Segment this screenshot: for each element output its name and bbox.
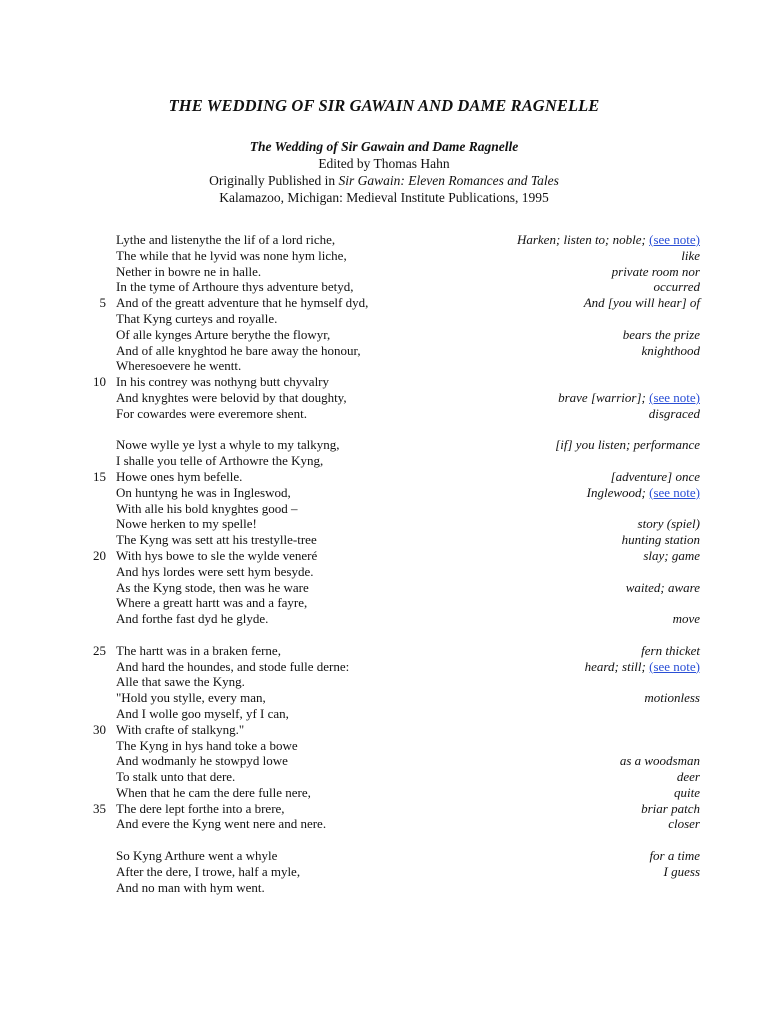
gloss-text: [adventure] once: [610, 468, 700, 484]
verse-line: [0, 722, 768, 738]
verse-line: [0, 848, 768, 864]
verse-line: [0, 532, 768, 548]
gloss: [649, 406, 700, 422]
verse-line: [0, 390, 768, 406]
gloss-text: for a time: [649, 848, 700, 864]
gloss-text: deer: [676, 769, 700, 785]
gloss: [555, 437, 700, 453]
verse-text: And I wolle goo myself, yf I can,: [116, 705, 289, 721]
stanza-break: [0, 832, 768, 848]
verse-line: [0, 611, 768, 627]
gloss: [641, 643, 700, 659]
gloss-text: bears the prize: [622, 326, 700, 342]
verse-text: Nowe herken to my spelle!: [116, 516, 257, 532]
verse-text: On huntyng he was in Ingleswod,: [116, 484, 291, 500]
verse-text: And of the greatt adventure that he hymself dyd,: [116, 295, 369, 311]
poem-text: [0, 232, 768, 895]
verse-text: In his contrey was nothyng butt chyvalry: [116, 374, 330, 390]
gloss-text: hunting station: [621, 532, 700, 548]
verse-line: [0, 469, 768, 485]
gloss-text: heard; still;: [584, 658, 646, 674]
gloss: [673, 611, 700, 627]
gloss: [584, 295, 700, 311]
see-note-link[interactable]: (see note): [649, 484, 700, 500]
gloss-text: motionless: [644, 690, 700, 706]
line-number: 20: [93, 547, 106, 563]
see-note-link[interactable]: (see note): [649, 658, 700, 674]
publisher-line: Kalamazoo, Michigan: Medieval Institute Publications, 1995: [219, 190, 549, 205]
verse-line: [0, 643, 768, 659]
verse-line: [0, 248, 768, 264]
verse-text: With crafte of stalkyng.": [116, 721, 245, 737]
verse-text: Howe ones hym befelle.: [116, 468, 243, 484]
gloss-text: And [you will hear] of: [583, 295, 700, 311]
gloss: [668, 816, 700, 832]
verse-line: [0, 753, 768, 769]
verse-line: [0, 327, 768, 343]
verse-text: Nether in bowre ne in halle.: [116, 263, 262, 279]
verse-text: With alle his bold knyghtes good –: [116, 500, 298, 516]
see-note-link[interactable]: (see note): [649, 232, 700, 247]
gloss: [626, 580, 700, 596]
publication-prefix: Originally Published in: [209, 173, 339, 188]
line-number: 10: [93, 374, 106, 390]
verse-text: And hys lordes were sett hym besyde.: [116, 563, 314, 579]
verse-line: [0, 295, 768, 311]
gloss-text: quite: [674, 784, 700, 800]
gloss-text: Inglewood;: [586, 484, 646, 500]
gloss-text: waited; aware: [625, 579, 700, 595]
publication-source: Sir Gawain: Eleven Romances and Tales: [338, 173, 559, 188]
stanza-break: [0, 627, 768, 643]
gloss-text: I guess: [663, 863, 700, 879]
verse-text: In the tyme of Arthoure thys adventure betyd,: [116, 279, 354, 295]
verse-line: [0, 785, 768, 801]
gloss-text: knighthood: [641, 342, 700, 358]
work-title: The Wedding of Sir Gawain and Dame Ragnelle: [249, 139, 519, 154]
verse-text: After the dere, I trowe, half a myle,: [116, 863, 301, 879]
verse-text: To stalk unto that dere.: [116, 769, 236, 785]
gloss: [611, 469, 700, 485]
gloss: [558, 390, 700, 406]
verse-text: When that he cam the dere fulle nere,: [116, 784, 311, 800]
verse-text: And forthe fast dyd he glyde.: [116, 611, 269, 627]
verse-text: The Kyng was sett att his trestylle-tree: [116, 532, 317, 548]
verse-text: The hartt was in a braken ferne,: [116, 642, 281, 658]
gloss: [620, 753, 700, 769]
gloss: [681, 248, 700, 264]
verse-line: [0, 516, 768, 532]
gloss: [674, 785, 700, 801]
stanza-break: [0, 422, 768, 438]
verse-text: Lythe and listenythe the lif of a lord riche,: [116, 232, 336, 247]
gloss-text: fern thicket: [641, 642, 700, 658]
verse-text: As the Kyng stode, then was he ware: [116, 579, 309, 595]
gloss-text: occurred: [653, 279, 700, 295]
gloss-text: private room nor: [611, 263, 700, 279]
verse-line: [0, 358, 768, 374]
verse-text: The while that he lyvid was none hym liche,: [116, 247, 347, 263]
verse-line: [0, 548, 768, 564]
verse-line: [0, 659, 768, 675]
gloss: [643, 548, 700, 564]
gloss: [644, 690, 700, 706]
edition-header: [0, 138, 768, 206]
verse-line: [0, 406, 768, 422]
verse-line: [0, 769, 768, 785]
verse-line: [0, 690, 768, 706]
verse-text: Wheresoevere he wentt.: [116, 358, 242, 374]
verse-text: The Kyng in hys hand toke a bowe: [116, 737, 298, 753]
gloss: [649, 848, 700, 864]
gloss-text: as a woodsman: [619, 753, 700, 769]
verse-text: And knyghtes were belovid by that doughty,: [116, 389, 347, 405]
verse-line: [0, 501, 768, 517]
verse-line: [0, 343, 768, 359]
verse-text: And wodmanly he stowpyd lowe: [116, 753, 288, 769]
gloss: [677, 769, 700, 785]
gloss-text: disgraced: [648, 405, 700, 421]
verse-line: [0, 485, 768, 501]
gloss: [623, 327, 700, 343]
line-number: 35: [93, 800, 106, 816]
verse-line: [0, 453, 768, 469]
verse-text: For cowardes were everemore shent.: [116, 405, 307, 421]
verse-line: [0, 264, 768, 280]
verse-text: "Hold you stylle, every man,: [116, 690, 266, 706]
verse-text: With hys bowe to sle the wylde veneré: [116, 547, 318, 563]
page-title: THE WEDDING OF SIR GAWAIN AND DAME RAGNELLE: [168, 96, 600, 115]
gloss: [585, 659, 700, 675]
gloss-text: Harken; listen to; noble;: [516, 232, 646, 247]
verse-line: [0, 706, 768, 722]
verse-text: Where a greatt hartt was and a fayre,: [116, 595, 308, 611]
verse-line: [0, 816, 768, 832]
verse-line: [0, 580, 768, 596]
verse-line: [0, 374, 768, 390]
line-number: 25: [93, 642, 106, 658]
editor-line: Edited by Thomas Hahn: [318, 156, 450, 171]
gloss: [587, 485, 700, 501]
gloss: [641, 801, 700, 817]
gloss: [612, 264, 700, 280]
verse-line: [0, 311, 768, 327]
verse-text: And of alle knyghtod he bare away the honour,: [116, 342, 361, 358]
gloss: [638, 516, 700, 532]
gloss-text: [if] you listen; performance: [555, 437, 700, 453]
line-number: 15: [93, 468, 106, 484]
gloss: [642, 343, 701, 359]
verse-text: And no man with hym went.: [116, 879, 265, 895]
verse-text: Alle that sawe the Kyng.: [116, 674, 245, 690]
verse-line: [0, 279, 768, 295]
verse-text: That Kyng curteys and royalle.: [116, 310, 278, 326]
gloss-text: like: [681, 247, 700, 263]
verse-line: [0, 595, 768, 611]
verse-line: [0, 864, 768, 880]
gloss-text: story (spiel): [637, 516, 700, 532]
verse-line: [0, 801, 768, 817]
line-number: 30: [93, 721, 106, 737]
verse-line: [0, 880, 768, 896]
verse-line: [0, 738, 768, 754]
gloss: [664, 864, 700, 880]
verse-line: [0, 564, 768, 580]
publication-line: [0, 172, 768, 189]
gloss-text: move: [672, 611, 700, 627]
verse-text: I shalle you telle of Arthowre the Kyng,: [116, 453, 324, 469]
gloss: [622, 532, 700, 548]
gloss: [517, 232, 700, 248]
verse-line: [0, 232, 768, 248]
gloss-text: briar patch: [641, 800, 700, 816]
verse-line: [0, 674, 768, 690]
verse-line: [0, 437, 768, 453]
gloss: [654, 279, 700, 295]
verse-text: And hard the houndes, and stode fulle derne:: [116, 658, 350, 674]
verse-text: Of alle kynges Arture berythe the flowyr,: [116, 326, 331, 342]
verse-text: And evere the Kyng went nere and nere.: [116, 816, 327, 832]
verse-text: So Kyng Arthure went a whyle: [116, 848, 278, 864]
gloss-text: slay; game: [643, 547, 700, 563]
see-note-link[interactable]: (see note): [649, 389, 700, 405]
gloss-text: closer: [668, 816, 700, 832]
line-number: 5: [99, 295, 106, 311]
gloss-text: brave [warrior];: [558, 389, 646, 405]
verse-text: Nowe wylle ye lyst a whyle to my talkyng,: [116, 437, 340, 453]
verse-text: The dere lept forthe into a brere,: [116, 800, 285, 816]
